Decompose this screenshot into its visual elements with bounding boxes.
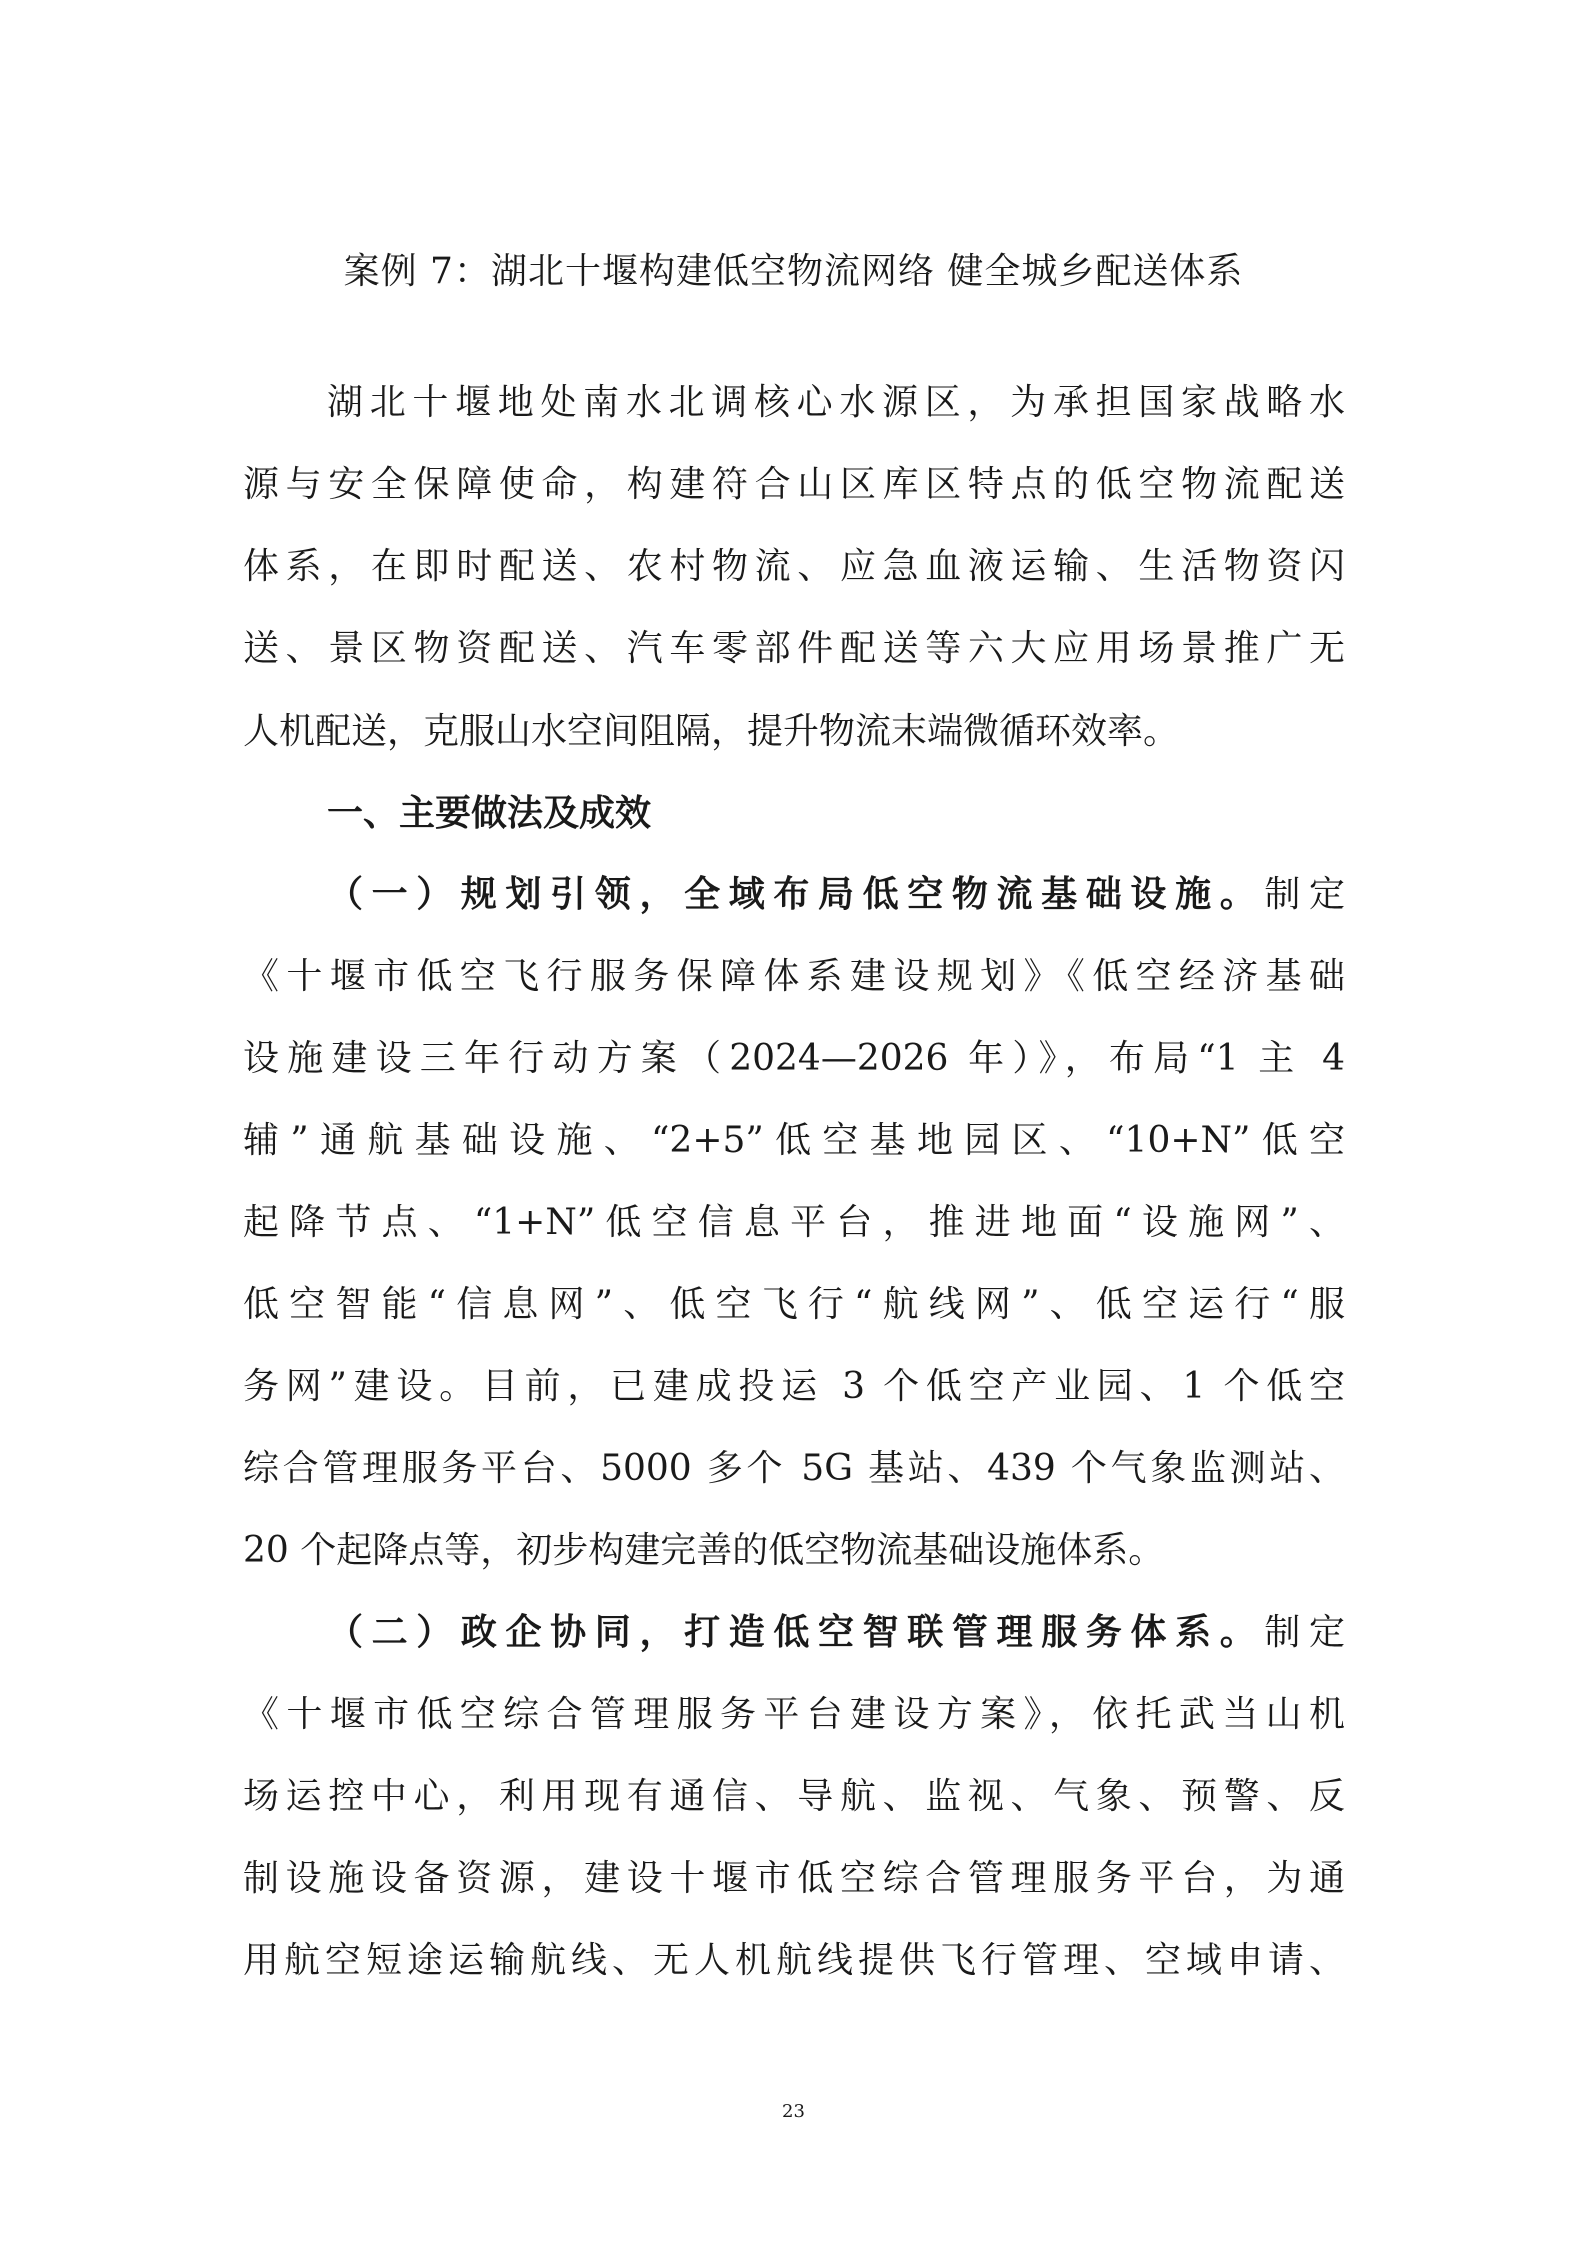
- intro-line: 体系，在即时配送、农村物流、应急血液运输、生活物资闪: [243, 546, 1345, 587]
- paragraph-line: 辅”通航基础设施、“2+5”低空基地园区、“10+N”低空: [243, 1120, 1345, 1161]
- subsection-first-line: [327, 869, 1345, 921]
- paragraph-line: 场运控中心，利用现有通信、导航、监视、气象、预警、反: [243, 1776, 1345, 1817]
- section-heading: 一、主要做法及成效: [327, 793, 652, 834]
- intro-line: 送、景区物资配送、汽车零部件配送等六大应用场景推广无: [243, 628, 1345, 669]
- case-title: 案例 7：湖北十堰构建低空物流网络 健全城乡配送体系: [343, 251, 1244, 292]
- paragraph-line: 务网”建设。目前，已建成投运 3 个低空产业园、1 个低空: [243, 1366, 1345, 1407]
- subsection-heading: （二）政企协同，打造低空智联管理服务体系。: [327, 1612, 1265, 1653]
- paragraph-line: 低空智能“信息网”、低空飞行“航线网”、低空运行“服: [243, 1284, 1345, 1325]
- paragraph-line: 制设施设备资源，建设十堰市低空综合管理服务平台，为通: [243, 1858, 1345, 1899]
- intro-line: 源与安全保障使命，构建符合山区库区特点的低空物流配送: [243, 464, 1345, 505]
- subsection-text: 制定: [1264, 1612, 1345, 1653]
- paragraph-line: 综合管理服务平台、5000 多个 5G 基站、439 个气象监测站、: [243, 1448, 1345, 1489]
- paragraph-line: 20 个起降点等，初步构建完善的低空物流基础设施体系。: [243, 1530, 1165, 1571]
- paragraph-line: 《十堰市低空飞行服务保障体系建设规划》《低空经济基础: [243, 956, 1345, 997]
- subsection-text: 制定: [1264, 874, 1345, 915]
- subsection-first-line: [327, 1607, 1345, 1659]
- page-number: 23: [782, 2101, 805, 2122]
- subsection-heading: （一）规划引领，全域布局低空物流基础设施。: [327, 874, 1265, 915]
- paragraph-line: 《十堰市低空综合管理服务平台建设方案》，依托武当山机: [243, 1694, 1345, 1735]
- paragraph-line: 设施建设三年行动方案（2024—2026 年）》，布局“1 主 4: [243, 1038, 1345, 1079]
- intro-line: 人机配送，克服山水空间阻隔，提升物流末端微循环效率。: [243, 711, 1180, 752]
- paragraph-line: 用航空短途运输航线、无人机航线提供飞行管理、空域申请、: [243, 1940, 1345, 1981]
- intro-line: 湖北十堰地处南水北调核心水源区，为承担国家战略水: [327, 382, 1345, 423]
- paragraph-line: 起降节点、“1+N”低空信息平台，推进地面“设施网”、: [243, 1202, 1345, 1243]
